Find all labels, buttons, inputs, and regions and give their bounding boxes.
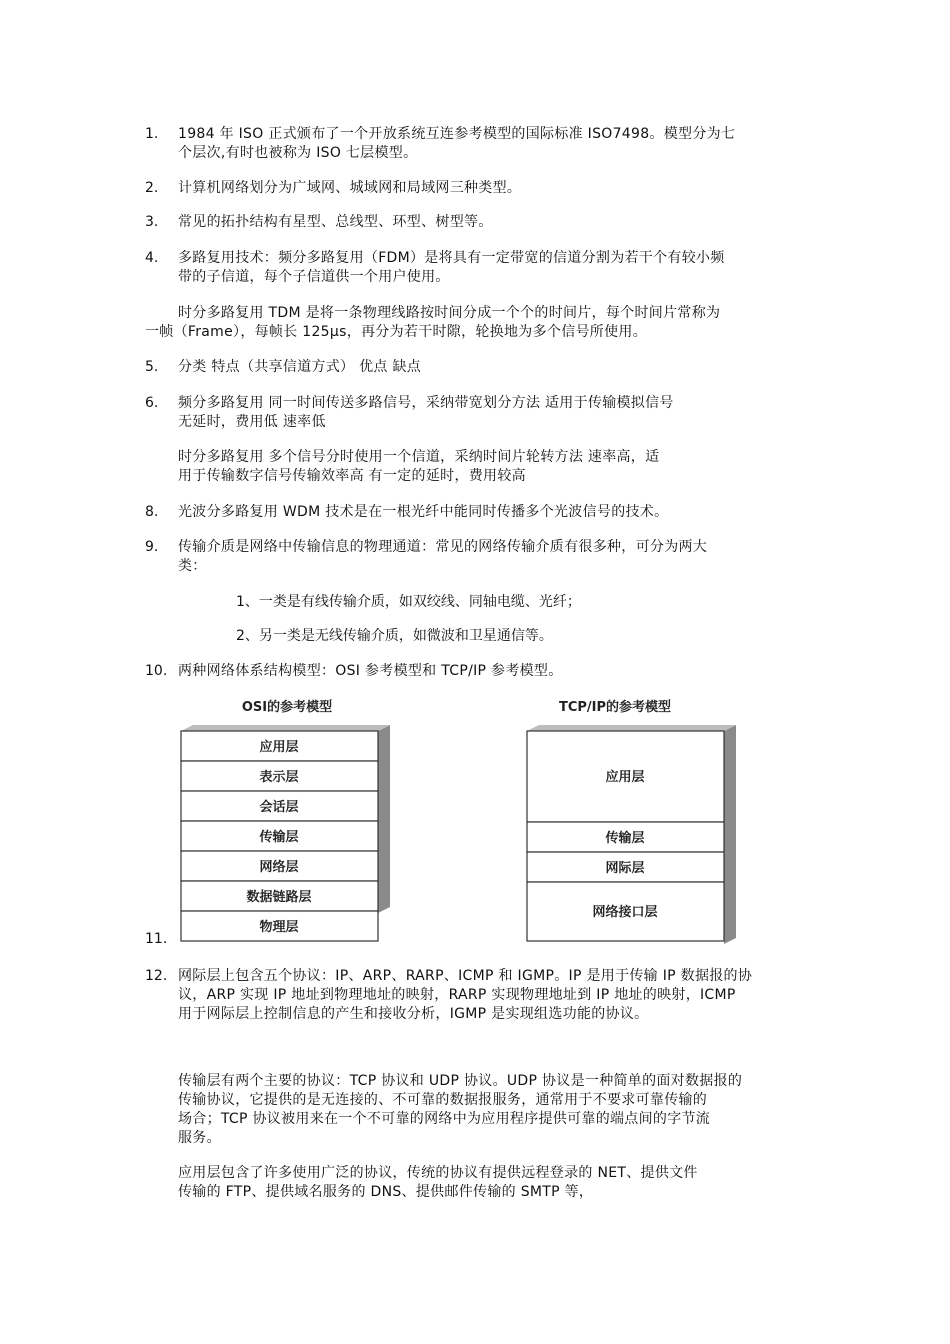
network-model-figure: [178, 694, 740, 944]
paragraph-text: 服务。: [178, 1130, 221, 1146]
item-number: 6.: [145, 395, 159, 411]
osi-title: OSI的参考模型: [241, 700, 333, 715]
paragraph-text: 时分多路复用 多个信号分时使用一个信道，采纳时间片轮转方法 速率高，适: [178, 449, 660, 465]
item-number: 5.: [145, 359, 159, 375]
item-text: 类：: [178, 558, 207, 574]
item-text: 两种网络体系结构模型：OSI 参考模型和 TCP/IP 参考模型。: [178, 663, 563, 679]
osi-layer-label: 数据链路层: [246, 890, 312, 905]
osi-layer-label: 传输层: [259, 830, 299, 845]
osi-layers: [181, 731, 378, 941]
tcpip-stack-top: [527, 725, 736, 731]
item-number: 2.: [145, 180, 159, 196]
tcpip-stack-shadow: [724, 725, 736, 944]
osi-stack-top: [181, 725, 390, 731]
paragraph-text: 一帧（Frame），每帧长 125μs，再分为若干时隙，轮换地为多个信号所使用。: [145, 324, 647, 340]
item-number: 12.: [145, 968, 168, 984]
item-text: 议，ARP 实现 IP 地址到物理地址的映射，RARP 实现物理地址到 IP 地址的映射，ICMP: [178, 987, 736, 1003]
osi-layer-label: 应用层: [259, 740, 299, 755]
paragraph-text: 传输的 FTP、提供域名服务的 DNS、提供邮件传输的 SMTP 等，: [178, 1184, 594, 1200]
tcpip-title: TCP/IP的参考模型: [558, 700, 672, 715]
item-text: 网际层上包含五个协议：IP、ARP、RARP、ICMP 和 IGMP。IP 是用于传输 IP 数据报的协: [178, 968, 753, 984]
paragraph-text: 用于传输数字信号传输效率高 有一定的延时，费用较高: [178, 468, 526, 484]
paragraph-text: 时分多路复用 TDM 是将一条物理线路按时间分成一个个的时间片，每个时间片常称为: [178, 305, 721, 321]
item-text: 个层次,有时也被称为 ISO 七层模型。: [178, 145, 418, 161]
item-text: 多路复用技术：频分多路复用（FDM）是将具有一定带宽的信道分割为若干个有较小频: [178, 250, 725, 266]
item-number: 1.: [145, 126, 159, 142]
item-text: 无延时，费用低 速率低: [178, 414, 326, 430]
osi-layer-label: 表示层: [259, 770, 299, 785]
item-text: 频分多路复用 同一时间传送多路信号，采纳带宽划分方法 适用于传输模拟信号: [178, 395, 674, 411]
tcpip-layer-label: 网际层: [605, 861, 645, 876]
osi-layer-label: 网络层: [259, 860, 299, 875]
item-number: 9.: [145, 539, 159, 555]
paragraph-text: 应用层包含了许多使用广泛的协议，传统的协议有提供远程登录的 NET、提供文件: [178, 1165, 698, 1181]
osi-layer-label: 会话层: [259, 800, 299, 815]
item-text: 光波分多路复用 WDM 技术是在一根光纤中能同时传播多个光波信号的技术。: [178, 504, 669, 520]
item-number: 8.: [145, 504, 159, 520]
item-number: 4.: [145, 250, 159, 266]
paragraph-text: 传输协议，它提供的是无连接的、不可靠的数据报服务，通常用于不要求可靠传输的: [178, 1092, 708, 1108]
item-text: 传输介质是网络中传输信息的物理通道：常见的网络传输介质有很多种，可分为两大: [178, 539, 708, 555]
model-diagram: [178, 694, 740, 944]
item-text: 带的子信道，每个子信道供一个用户使用。: [178, 269, 450, 285]
item-text: 计算机网络划分为广域网、城域网和局域网三种类型。: [178, 180, 522, 196]
tcpip-layers: [527, 731, 724, 941]
item-number: 3.: [145, 214, 159, 230]
osi-stack-shadow: [378, 725, 390, 913]
item-text: 1984 年 ISO 正式颁布了一个开放系统互连参考模型的国际标准 ISO7498。模型分为七: [178, 126, 736, 142]
tcpip-layer-label: 网络接口层: [592, 905, 658, 920]
osi-layer-label: 物理层: [259, 920, 299, 935]
item-number: 10.: [145, 663, 168, 679]
item-number: 11.: [145, 931, 168, 947]
item-text: 分类 特点（共享信道方式） 优点 缺点: [178, 359, 422, 375]
sub-item: 2、另一类是无线传输介质，如微波和卫星通信等。: [236, 628, 553, 644]
tcpip-layer-label: 应用层: [605, 770, 645, 785]
tcpip-layer-label: 传输层: [605, 831, 645, 846]
sub-item: 1、一类是有线传输介质，如双绞线、同轴电缆、光纤；: [236, 594, 581, 610]
item-text: 用于网际层上控制信息的产生和接收分析，IGMP 是实现组选功能的协议。: [178, 1006, 649, 1022]
paragraph-text: 场合；TCP 协议被用来在一个不可靠的网络中为应用程序提供可靠的端点间的字节流: [178, 1111, 711, 1127]
paragraph-text: 传输层有两个主要的协议：TCP 协议和 UDP 协议。UDP 协议是一种简单的面对数据报的: [178, 1073, 743, 1089]
item-text: 常见的拓扑结构有星型、总线型、环型、树型等。: [178, 214, 493, 230]
